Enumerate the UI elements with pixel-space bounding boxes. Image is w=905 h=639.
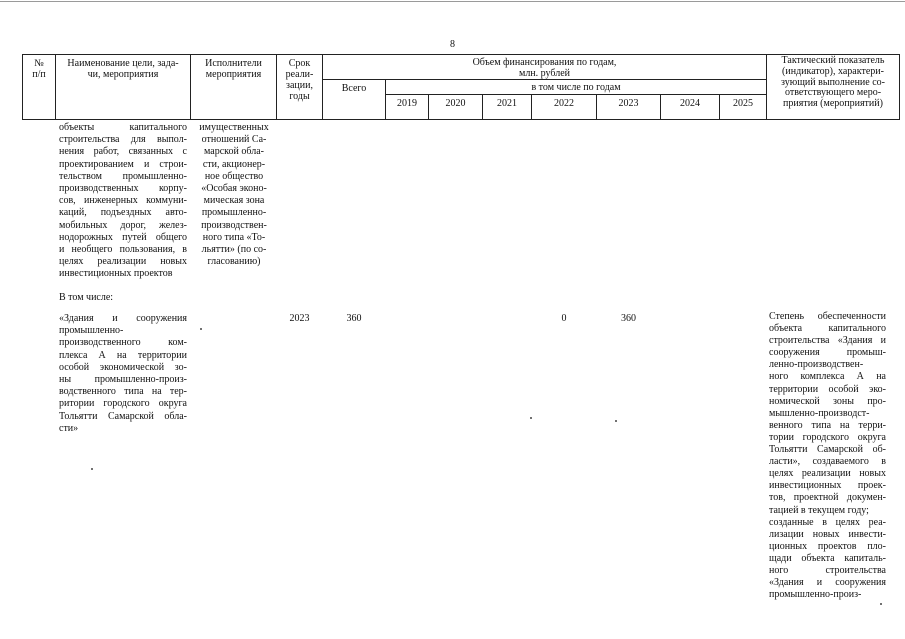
main-row-executors: имущественных отношений Са- марской обла- сти, акционер- ное общество «Особая эконо- мическая зона промышленно- производствен- ного типа «То- льятти» (по со- гласованию)	[199, 122, 269, 268]
header-term: Срок реали- зации, годы	[285, 58, 314, 102]
main-row-name: объекты капитального строительства для выпол- нения работ, связанных с проектированием и строи- тельством промышленно- производственных корпу- сов, инженерных коммуни- каций, подъездных авто- мобильных дорог, желез- нодорожных путей общего и необщего пользования, в целях реализации новых инвестиционных проектов	[59, 122, 187, 280]
header-year-2025: 2025	[733, 98, 753, 109]
scan-speck	[530, 417, 532, 419]
header-year-2023: 2023	[618, 98, 639, 109]
sub-row-indicator: Степень обеспеченности объекта капитального строительства «Здания и сооружения промыш- ленно-производствен- ного комплекса А на территории особой эко- номической зоны про- мышленно-производст- венного типа на терри- тории городского округа Тольятти Самарской об- ласти», создаваемого в целях реализации новых инвестиционных проек- тов, проектной докумен- тацией в текущем году; созданные в целях реа- лизации новых инвести- ционных проектов пло- щади объекта капиталь- ного строительства «Здания и сооружения промышленно-произ-	[769, 311, 886, 601]
header-year-2021: 2021	[497, 98, 517, 109]
scan-speck	[615, 420, 617, 422]
page-number: 8	[450, 39, 455, 50]
scan-speck	[200, 328, 202, 330]
scan-speck	[91, 468, 93, 470]
sub-row-2023: 360	[621, 313, 636, 324]
header-year-2024: 2024	[680, 98, 700, 109]
header-funding: Объем финансирования по годам, млн. рублей	[472, 57, 617, 79]
header-year-2020: 2020	[445, 98, 466, 109]
header-executors: Исполнители мероприятия	[205, 58, 262, 80]
sub-row-term: 2023	[289, 313, 310, 324]
sub-row-2022: 0	[561, 313, 567, 324]
including-label: В том числе:	[59, 292, 114, 303]
header-year-2022: 2022	[554, 98, 574, 109]
scan-speck	[880, 603, 882, 605]
sub-row-total: 360	[346, 313, 362, 324]
sub-row-name: «Здания и сооружения промышленно- производственного ком- плекса А на территории особой экономической зо- ны промышленно-произ- водственного типа на тер- ритории городского округа Тольятти Самарской обла- сти»	[59, 313, 187, 434]
header-indicator: Тактический показатель (индикатор), характери- зующий выполнение со- ответствующего меро- приятия (мероприятий)	[781, 55, 885, 110]
header-total: Всего	[341, 83, 367, 94]
header-num: № п/п	[32, 58, 46, 80]
header-name: Наименование цели, зада- чи, мероприятия	[67, 58, 179, 80]
header-by-years: в том числе по годам	[531, 82, 621, 93]
header-year-2019: 2019	[397, 98, 417, 109]
